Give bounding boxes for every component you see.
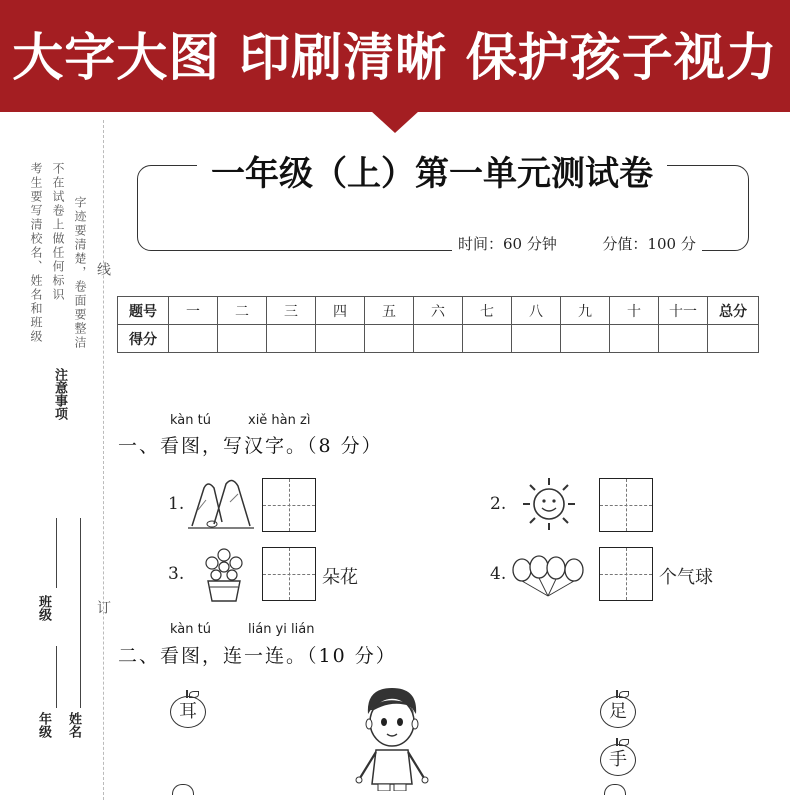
item-number: 2. [490,494,507,514]
section1-title: 一、看图，写汉字。（8 分） [118,435,383,457]
pinyin-connect: lián yi lián [248,622,315,637]
name-field[interactable] [80,518,81,708]
balloons-icon [510,554,590,598]
time-label: 时间：60 分钟 [458,235,557,253]
sun-icon [520,476,578,532]
class-label: 班级 [36,595,51,621]
mountain-icon [188,478,254,530]
binding-cut-line [103,120,104,800]
score-cell[interactable] [414,325,463,353]
col-label: 四 [316,297,365,325]
banner-arrow-icon [371,111,419,133]
score-cell[interactable] [169,325,218,353]
score-cell[interactable] [267,325,316,353]
col-label: 七 [463,297,512,325]
item-suffix: 个气球 [659,567,713,588]
score-cell[interactable] [561,325,610,353]
char-box-4[interactable] [599,547,653,601]
col-label: 二 [218,297,267,325]
char-box-3[interactable] [262,547,316,601]
score-cell[interactable] [659,325,708,353]
col-label: 八 [512,297,561,325]
page-title: 一年级（上）第一单元测试卷 [197,146,667,195]
score-table-score-row [118,325,759,353]
total-label: 总分 [708,297,759,325]
section2-title: 二、看图，连一连。（10 分） [118,645,397,667]
score-cell[interactable] [708,325,759,353]
char-box-1[interactable] [262,478,316,532]
score-cell[interactable] [218,325,267,353]
col-label: 十一 [659,297,708,325]
child-icon [352,684,432,791]
score-cell[interactable] [512,325,561,353]
item-number: 4. [490,564,507,584]
note-1: 考生要写清校名、姓名和班级 [29,162,43,344]
class-field[interactable] [56,518,57,588]
apple-card-hand[interactable]: 手 [600,744,636,776]
grade-field[interactable] [56,646,57,708]
apple-card-partial[interactable] [604,784,626,795]
score-label: 分值：100 分 [602,235,696,253]
pinyin-write-chars: xiě hàn zì [248,413,311,428]
item-suffix: 朵花 [322,567,358,588]
score-cell[interactable] [316,325,365,353]
cut-mark-line: 线 [95,262,111,278]
exam-meta [452,233,702,254]
grade-label: 年级 [36,712,51,738]
item-number: 1. [168,494,185,514]
promo-banner [0,0,790,112]
col-label: 十 [610,297,659,325]
banner-text: 大字大图 印刷清晰 保护孩子视力 [12,29,778,88]
apple-card-foot[interactable]: 足 [600,696,636,728]
apple-card-partial[interactable] [172,784,194,795]
col-label: 六 [414,297,463,325]
notes-label: 注意事项 [52,368,67,420]
col-label: 九 [561,297,610,325]
score-table-header-row [118,297,759,325]
col-label: 一 [169,297,218,325]
name-label: 姓名 [66,712,81,738]
pinyin-look-picture: kàn tú [170,413,211,428]
flower-pot-icon [200,545,248,603]
score-cell[interactable] [463,325,512,353]
score-table [117,296,759,353]
item-number: 3. [168,564,185,584]
col-label: 三 [267,297,316,325]
col-label: 五 [365,297,414,325]
question-number-label: 题号 [118,297,169,325]
note-3: 字迹要清楚，卷面要整洁 [73,196,87,350]
score-row-label: 得分 [118,325,169,353]
apple-card-ear[interactable]: 耳 [170,696,206,728]
cut-mark-bind: 订 [95,600,111,616]
score-cell[interactable] [365,325,414,353]
pinyin-look-picture: kàn tú [170,622,211,637]
char-box-2[interactable] [599,478,653,532]
note-2: 不在试卷上做任何标识 [51,162,65,302]
score-cell[interactable] [610,325,659,353]
